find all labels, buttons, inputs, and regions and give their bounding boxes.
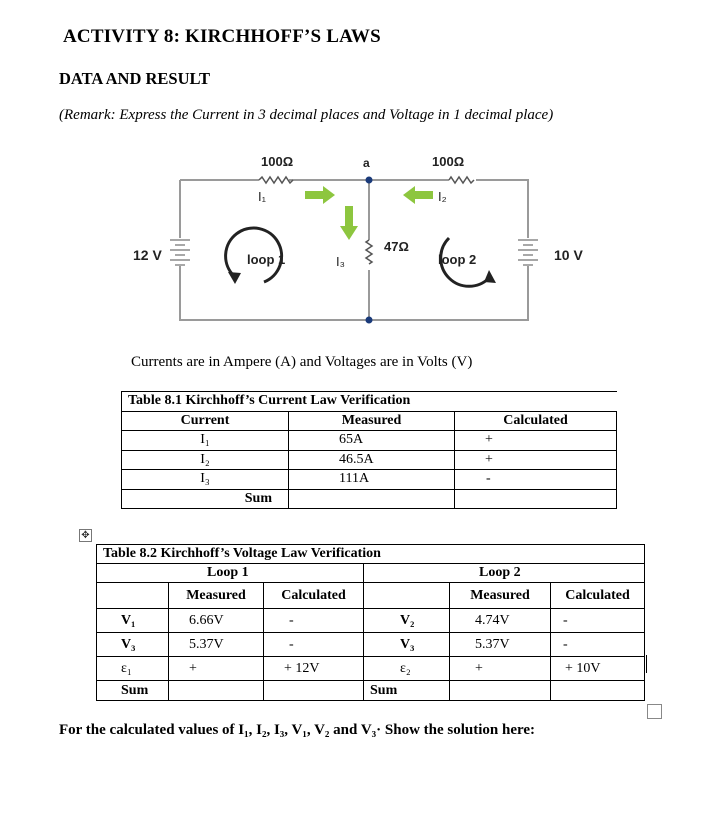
kvl-cell-calculated-1[interactable]: + 12V [264,657,364,681]
kcl-table-caption: Table 8.1 Kirchhoff’s Current Law Verification [122,392,617,412]
kvl-loop2-header: Loop 2 [364,564,645,583]
kvl-blank [364,583,450,609]
kcl-header-calculated: Calculated [455,411,617,431]
node-dot-bottom [366,317,373,324]
kvl-sum-measured-1[interactable] [169,681,264,701]
kvl-header-measured-2: Measured [450,583,551,609]
node-label: a [363,156,370,170]
i3-label: I₃ [336,254,345,269]
kvl-sum-calculated-2[interactable] [551,681,645,701]
table-row [97,681,645,701]
kvl-cell-measured-2: 5.37V [450,633,551,657]
kvl-cell-measured-2: 4.74V [450,609,551,633]
kvl-cell-calculated-2[interactable]: + 10V [551,657,645,681]
node-dot-top [366,177,373,184]
table-move-handle-icon[interactable]: ✥ [79,529,92,542]
text-cursor [646,655,647,673]
resistor-r2 [449,177,474,183]
kvl-blank [97,583,169,609]
circuit-wires [180,180,528,320]
table-row [122,489,617,509]
kvl-loop1-header: Loop 1 [97,564,364,583]
kcl-cell-calculated[interactable]: + [455,450,617,470]
kcl-cell-measured: 46.5A [289,450,455,470]
kvl-sum-calculated-1[interactable] [264,681,364,701]
kvl-cell-measured-1[interactable]: + [169,657,264,681]
circuit-diagram [118,148,608,336]
resistor-r1 [259,177,293,183]
solution-prompt: For the calculated values of I₁, I₂, I₃, V₁, V₂ and V₃· Show the solution here: [59,722,536,738]
page-title: ACTIVITY 8: KIRCHHOFF’S LAWS [63,26,381,47]
kvl-cell-measured-1: 5.37V [169,633,264,657]
table-row [122,470,617,490]
loop1-arrowhead [228,272,241,284]
kvl-sum-measured-2[interactable] [450,681,551,701]
kvl-cell-label-1: V₁ [97,609,169,633]
kvl-cell-calculated-2[interactable]: - [551,633,645,657]
kcl-cell-measured: 65A [289,431,455,451]
loop1-label: loop 1 [247,252,286,267]
kcl-cell-calculated[interactable]: + [455,431,617,451]
kvl-cell-label-2: V₂ [364,609,450,633]
remark-text: (Remark: Express the Current in 3 decimal places and Voltage in 1 decimal place) [59,107,554,123]
kcl-cell-current: I₁ [122,431,289,451]
table-row [97,633,645,657]
kcl-sum-label: Sum [122,489,289,509]
r1-label: 100Ω [261,154,294,169]
r2-label: 100Ω [432,154,465,169]
kcl-sum-measured[interactable] [289,489,455,509]
kvl-header-calculated-2: Calculated [551,583,645,609]
table-resize-handle[interactable] [647,704,662,719]
kvl-cell-measured-2[interactable]: + [450,657,551,681]
kvl-sum-label-2: Sum [364,681,450,701]
kcl-header-current: Current [122,411,289,431]
current-arrow-i1 [305,186,335,204]
table-row [97,657,645,681]
kvl-table [96,544,645,701]
kvl-header-calculated-1: Calculated [264,583,364,609]
current-arrow-i2 [403,186,433,204]
kcl-sum-calculated[interactable] [455,489,617,509]
kcl-cell-current: I₂ [122,450,289,470]
section-heading: DATA AND RESULT [59,69,210,88]
i1-label: I₁ [258,189,266,204]
table-row [122,450,617,470]
kvl-cell-measured-1: 6.66V [169,609,264,633]
kvl-cell-calculated-1[interactable]: - [264,633,364,657]
table-row [122,431,617,451]
kcl-cell-calculated[interactable]: - [455,470,617,490]
units-note: Currents are in Ampere (A) and Voltages are in Volts (V) [131,354,473,370]
kvl-table-caption: Table 8.2 Kirchhoff’s Voltage Law Verification [97,545,645,564]
kvl-cell-label-1: V₃ [97,633,169,657]
kvl-cell-calculated-2[interactable]: - [551,609,645,633]
kvl-header-measured-1: Measured [169,583,264,609]
r3-label: 47Ω [384,239,409,254]
kcl-table [121,391,617,509]
kcl-header-measured: Measured [289,411,455,431]
loop2-arrowhead [484,270,496,283]
table-row [97,609,645,633]
kvl-cell-label-2: ε₂ [364,657,450,681]
current-arrow-i3 [340,206,358,240]
kvl-cell-label-2: V₃ [364,633,450,657]
kvl-sum-label-1: Sum [97,681,169,701]
battery-left [170,240,190,265]
v1-label: 12 V [133,247,162,263]
kcl-cell-current: I₃ [122,470,289,490]
resistor-r3 [366,240,372,264]
i2-label: I₂ [438,189,447,204]
kvl-cell-label-1: ε₁ [97,657,169,681]
kvl-cell-calculated-1[interactable]: - [264,609,364,633]
kcl-cell-measured: 111A [289,470,455,490]
loop2-label: loop 2 [438,252,477,267]
battery-right [518,240,538,265]
v2-label: 10 V [554,247,583,263]
